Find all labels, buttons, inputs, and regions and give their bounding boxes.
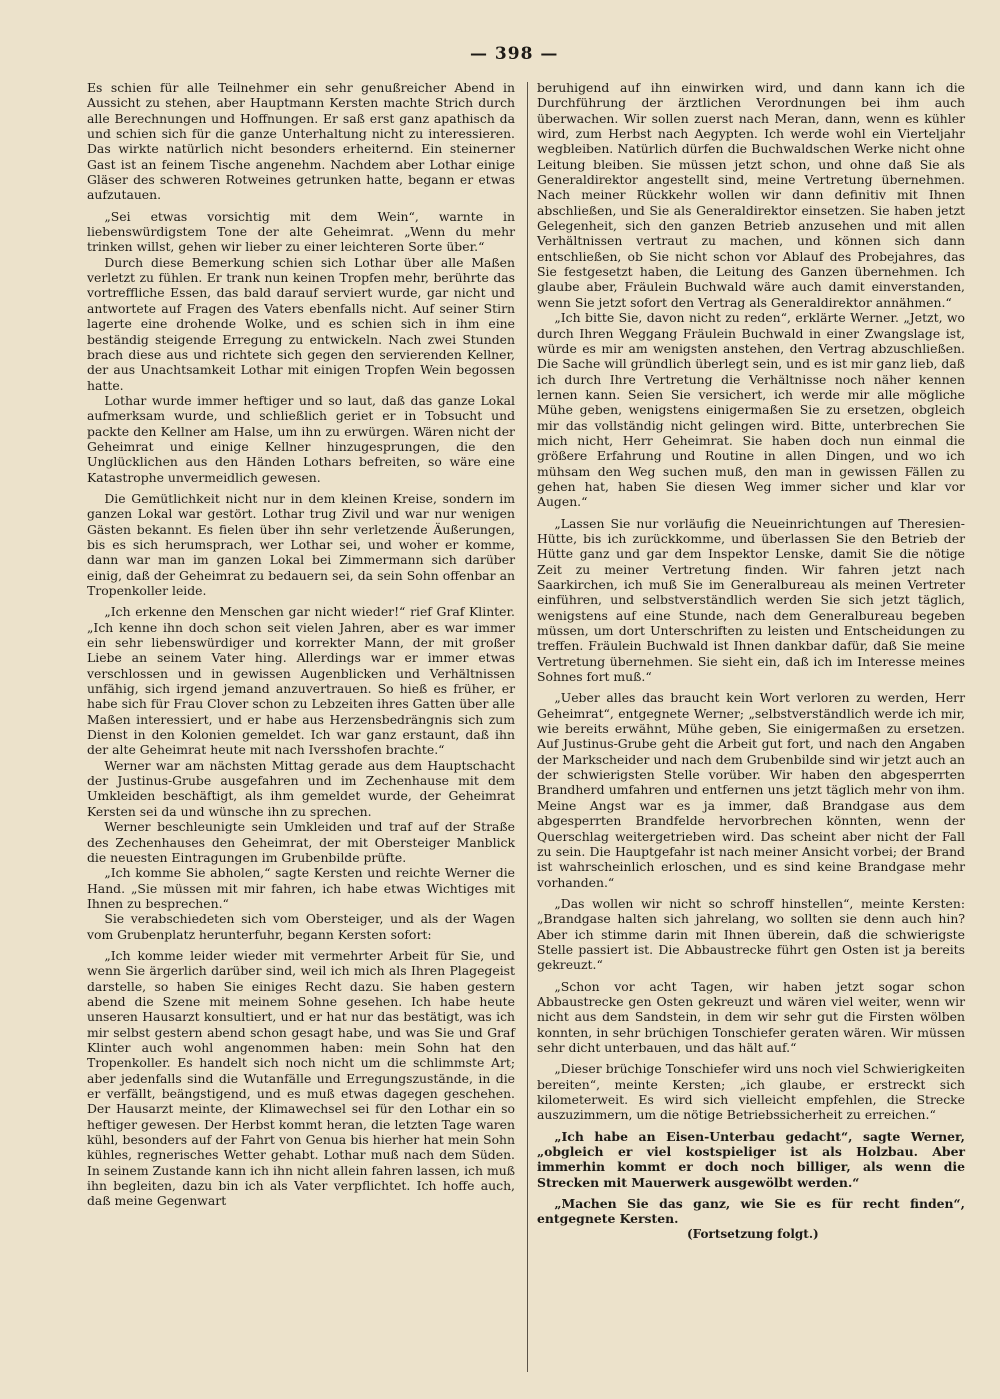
continuation-note: (Fortsetzung folgt.) [687,1226,819,1241]
paragraph: Werner war am nächsten Mittag gerade aus dem Hauptschacht der Justinus-Grube ausgefahren und im Zechenhause mit dem Umkleiden beschäftigt, als ihm gemeldet wurde, der Geheimrat Kersten sei da und wünsche ihn zu sprechen. [87,757,515,819]
paragraph: „Machen Sie das ganz, wie Sie es für recht finden“, entgegnete Kersten. [537,1196,965,1227]
paragraph: „Lassen Sie nur vorläufig die Neueinrichtungen auf Theresien-Hütte, bis ich zurückkomme, und überlassen Sie den Betrieb der Hütte ganz und gar dem Inspektor Lenske, damit Sie die nötige Zeit zu meiner Vertretung finden. Wir fahren jetzt nach Saarkirchen, ich muß Sie im Generalbureau als meinen Vertreter einführen, und selbstverständlich werden Sie sich jetzt täglich, wenigstens auf eine Stunde, nach dem Generalbureau begeben müssen, um dort Unterschriften zu leisten und Entscheidungen zu treffen. Fräulein Buchwald ist Ihnen dankbar dafür, daß Sie meine Vertretung übernehmen. Sie sieht ein, daß ich im Interesse meines Sohnes fort muß.“ [537,515,965,685]
paragraph: „Ich habe an Eisen-Unterbau gedacht“, sagte Werner, „obgleich er viel kostspieliger ist als Holzbau. Aber immerhin kommt er doch noch billiger, als wenn die Strecken mit Mauerwerk ausgewölbt werden.“ [537,1128,965,1190]
paragraph: Lothar wurde immer heftiger und so laut, daß das ganze Lokal aufmerksam wurde, und schließlich geriet er in Tobsucht und packte den Kellner am Halse, um ihn zu erwürgen. Wären nicht der Geheimrat und einige Kellner hinzugesprungen, die den Unglücklichen aus den Händen Lothars befreiten, so wäre eine Katastrophe unvermeidlich gewesen. [87,392,515,485]
paragraph: „Ich bitte Sie, davon nicht zu reden“, erklärte Werner. „Jetzt, wo durch Ihren Weggang Fräulein Buchwald in einer Zwangslage ist, würde es mir am wenigsten anstehen, den Vertrag abzuschließen. Die Sache will gründlich überlegt sein, und es ist mir ganz lieb, daß ich durch Ihre Vertretung die Verhältnisse noch näher kennen lernen kann. Seien Sie versichert, ich werde mir alle mögliche Mühe geben, wenigstens einigermaßen Sie zu ersetzen, obgleich mir das vollständig nicht gelingen wird. Bitte, unterbrechen Sie mich nicht, Herr Geheimrat. Sie haben doch nun einmal die größere Erfahrung und Routine in allen Dingen, und wo ich mühsam den Weg suchen muß, den man in gewissen Fällen zu gehen hat, haben Sie diesen Weg immer sicher und klar vor Augen.“ [537,310,965,510]
right-column [537,80,965,1242]
paragraph: „Ich komme leider wieder mit vermehrter Arbeit für Sie, und wenn Sie ärgerlich darüber sind, weil ich mich als Ihren Plagegeist darstelle, so haben Sie einiges Recht dazu. Sie haben gestern abend die Szene mit meinem Sohne gesehen. Ich habe heute unseren Hausarzt konsultiert, und er hat nur das bestätigt, was ich mir selbst gestern abend schon gesagt habe, und was Sie und Graf Klinter auch wohl angenommen haben: mein Sohn hat den Tropenkoller. Es handelt sich noch nicht um die schlimmste Art; aber jedenfalls sind die Wutanfälle und Erregungszustände, in die er verfällt, beängstigend, und es muß etwas dagegen geschehen. Der Hausarzt meinte, der Klimawechsel sei für den Lothar ein so heftiger gewesen. Der Herbst kommt heran, die letzten Tage waren kühl, besonders auf der Fahrt von Genua bis hierher hat mein Sohn kühles, regnerisches Wetter gehabt. Lothar muß nach dem Süden. In seinem Zustande kann ich ihn nicht allein fahren lassen, ich muß ihn begleiten, dazu bin ich als Vater verpflichtet. Ich hoffe auch, daß meine Gegenwart [87,947,515,1209]
paragraph: „Ueber alles das braucht kein Wort verloren zu werden, Herr Geheimrat“, entgegnete Werner; „selbstverständlich werde ich mir, wie bereits erwähnt, Mühe geben, Sie einigermaßen zu ersetzen. Auf Justinus-Grube geht die Arbeit gut fort, und nach den Angaben der Markscheider und nach dem Grubenbilde sind wir jetzt auch an der schwierigsten Stelle vorüber. Wir haben den abgesperrten Brandherd umfahren und entfernen uns jetzt täglich mehr von ihm. Meine Angst war es ja immer, daß Brandgase aus dem abgesperrten Brandfelde hervorbrechen könnten, wenn der Querschlag weitergetrieben wird. Das scheint aber nicht der Fall zu sein. Die Hauptgefahr ist nach meiner Ansicht vorbei; der Brand ist wahrscheinlich erloschen, und es sind keine Brandgase mehr vorhanden.“ [537,690,965,890]
paragraph: „Das wollen wir nicht so schroff hinstellen“, meinte Kersten: „Brandgase halten sich jahrelang, wo sollten sie denn auch hin? Aber ich stimme darin mit Ihnen überein, daß die schwierigste Stelle passiert ist. Die Abbaustrecke führt gen Osten ist ja bereits gekreuzt.“ [537,895,965,973]
paragraph: „Sei etwas vorsichtig mit dem Wein“, warnte in liebenswürdigstem Tone der alte Geheimrat. „Wenn du mehr trinken willst, gehen wir lieber zu einer leichteren Sorte über.“ [87,208,515,255]
paragraph: beruhigend auf ihn einwirken wird, und dann kann ich die Durchführung der ärztlichen Verordnungen bei ihm auch überwachen. Wir sollen zuerst nach Meran, dann, wenn es kühler wird, zum Herbst nach Aegypten. Ich werde wohl ein Vierteljahr wegbleiben. Natürlich dürfen die Buchwaldschen Werke nicht ohne Leitung bleiben. Sie müssen jetzt schon, und ohne daß Sie als Generaldirektor angestellt sind, meine Vertretung übernehmen. Nach meiner Rückkehr wollen wir dann definitiv mit Ihnen abschließen, und Sie als Generaldirektor einsetzen. Sie haben jetzt Gelegenheit, sich den ganzen Betrieb anzusehen und mit allen Verhältnissen vertraut zu machen, und können sich dann entschließen, ob Sie nicht schon vor Ablauf des Probejahres, das Sie festgesetzt haben, die Leitung des Ganzen übernehmen. Ich glaube aber, Fräulein Buchwald wäre auch damit einverstanden, wenn Sie jetzt sofort den Vertrag als Generaldirektor annähmen.“ [537,80,965,310]
paragraph: „Schon vor acht Tagen, wir haben jetzt sogar schon Abbaustrecke gen Osten gekreuzt und wären viel weiter, wenn wir nicht aus dem Sandstein, in dem wir sehr gut die Firsten wölben konnten, in sehr brüchigen Tonschiefer geraten wären. Wir müssen sehr dicht unterbauen, und das hält auf.“ [537,978,965,1055]
paragraph: Sie verabschiedeten sich vom Obersteiger, und als der Wagen vom Grubenplatz herunterfuhr, begann Kersten sofort: [87,911,515,942]
paragraph: „Dieser brüchige Tonschiefer wird uns noch viel Schwierigkeiten bereiten“, meinte Kersten; „ich glaube, er erstreckt sich kilometerweit. Es wird sich vielleicht empfehlen, die Strecke auszuzimmern, um die nötige Betriebssicherheit zu erreichen.“ [537,1061,965,1123]
paragraph: „Ich erkenne den Menschen gar nicht wieder!“ rief Graf Klinter. „Ich kenne ihn doch schon seit vielen Jahren, aber es war immer ein sehr liebenswürdiger und korrekter Mann, der mit großer Liebe an seinem Vater hing. Allerdings war er immer etwas verschlossen und in gewissen Augenblicken und Verhältnissen unfähig, sich irgend jemand anzuvertrauen. So hieß es früher, er habe sich für Frau Clover schon zu Lebzeiten ihres Gatten über alle Maßen interessiert, und er habe aus Herzensbedrängnis sich zum Dienst in den Kolonien gemeldet. Ich war ganz erstaunt, daß ihn der alte Geheimrat heute mit nach Iversshofen brachte.“ [87,604,515,758]
paragraph: Werner beschleunigte sein Umkleiden und traf auf der Straße des Zechenhauses den Geheimrat, der mit Obersteiger Manblick die neuesten Eintragungen im Grubenbilde prüfte. [87,819,515,865]
column-divider [527,82,528,1372]
paragraph: Die Gemütlichkeit nicht nur in dem kleinen Kreise, sondern im ganzen Lokal war gestört. Lothar trug Zivil und war nur wenigen Gästen bekannt. Es fielen über ihn sehr verletzende Äußerungen, bis es sich herumsprach, wer Lothar sei, und woher er komme, dann war man im ganzen Lokal bei Zimmermann sich darüber einig, daß der Geheimrat zu bedauern sei, da sein Sohn offenbar an Tropenkoller leide. [87,490,515,598]
left-column [87,80,515,1209]
paragraph: „Ich komme Sie abholen,“ sagte Kersten und reichte Werner die Hand. „Sie müssen mit mir fahren, ich habe etwas Wichtiges mit Ihnen zu besprechen.“ [87,865,515,911]
paragraph: Es schien für alle Teilnehmer ein sehr genußreicher Abend in Aussicht zu stehen, aber Hauptmann Kersten machte Strich durch alle Berechnungen und Hoffnungen. Er saß erst ganz apathisch da und schien sich für die ganze Unterhaltung nicht zu interessieren. Das wirkte natürlich nicht besonders erheiternd. Ein steinerner Gast ist an feinem Tische angenehm. Nachdem aber Lothar einige Gläser des schweren Rotweines getrunken hatte, begann er etwas aufzutauen. [87,80,515,203]
paragraph: Durch diese Bemerkung schien sich Lothar über alle Maßen verletzt zu fühlen. Er trank nun keinen Tropfen mehr, berührte das vortreffliche Essen, das bald darauf serviert wurde, gar nicht und antwortete auf Fragen des Vaters ebenfalls nicht. Auf seiner Stirn lagerte eine drohende Wolke, und es schien sich in ihm eine beständig steigende Erregung zu entwickeln. Nach zwei Stunden brach diese aus und richtete sich gegen den servierenden Kellner, der aus Unachtsamkeit Lothar mit einigen Tropfen Wein begossen hatte. [87,254,515,393]
page-number: — 398 — [470,44,559,64]
